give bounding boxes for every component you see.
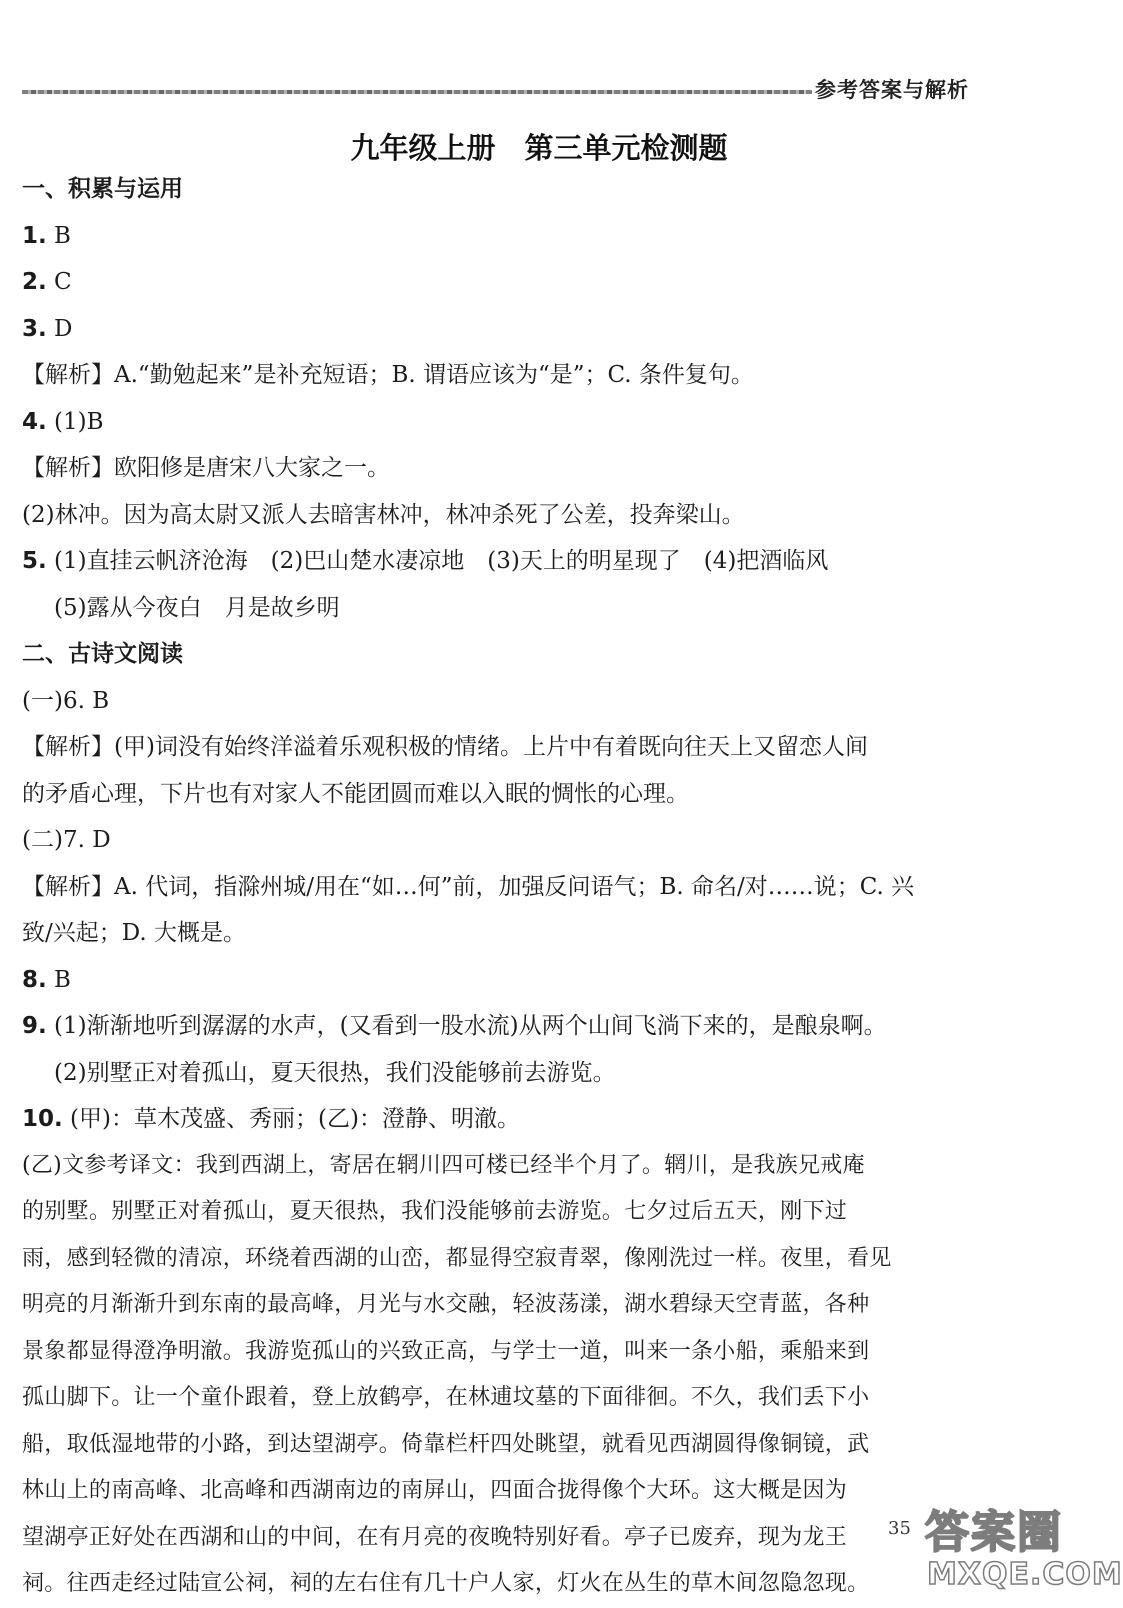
- line-text: 雨，感到轻微的清凉，环绕着西湖的山峦，都显得空寂青翠，像刚洗过一样。夜里，看见: [22, 1245, 892, 1271]
- line-text: (2)林冲。因为高太尉又派人去暗害林冲，林冲杀死了公差，投奔梁山。: [22, 501, 745, 528]
- answer-line: [22, 585, 1052, 632]
- answer-line: [22, 910, 1052, 957]
- watermark-text: 答案圈: [925, 1507, 1063, 1558]
- line-text: B: [46, 966, 71, 993]
- line-text: 祠。往西走经过陆宣公祠，祠的左右住有几十户人家，灯火在丛生的草木间忽隐忽现。: [22, 1571, 870, 1596]
- answer-line: [22, 1096, 1052, 1143]
- question-number: 5.: [22, 548, 47, 574]
- answer-line: [22, 771, 1052, 818]
- line-text: (1)B: [46, 408, 104, 435]
- question-number: 1.: [22, 222, 47, 249]
- answer-line: [22, 1236, 1052, 1283]
- answer-line: [22, 724, 1052, 771]
- answer-line: [22, 213, 1052, 260]
- line-text: (二)7. D: [22, 827, 111, 853]
- line-text: C: [46, 269, 72, 295]
- answer-line: [22, 1422, 1052, 1469]
- header-rule: [22, 90, 812, 94]
- line-text: (乙)文参考译文：我到西湖上，寄居在辋川四可楼已经半个月了。辋川，是我族兄戒庵: [22, 1152, 865, 1178]
- line-text: (1)渐渐地听到潺潺的水声，(又看到一股水流)从两个山间飞淌下来的，是酿泉啊。: [46, 1013, 887, 1039]
- answer-line: [22, 678, 1052, 725]
- header-label: 参考答案与解析: [815, 78, 969, 102]
- line-text: B: [46, 222, 71, 249]
- page-title: 九年级上册 第三单元检测题: [350, 131, 728, 165]
- watermark-logo: [925, 1507, 1123, 1596]
- answer-line: [22, 492, 1052, 539]
- answer-line: [22, 1375, 1052, 1422]
- line-text: 的矛盾心理，下片也有对家人不能团圆而难以入眠的惆怅的心理。: [22, 780, 689, 807]
- question-number: 10.: [22, 1106, 63, 1132]
- line-text: 【解析】(甲)词没有始终洋溢着乐观积极的情绪。上片中有着既向往天上又留恋人间: [22, 734, 868, 760]
- answer-line: [22, 1468, 1052, 1515]
- page-number: 35: [888, 1518, 911, 1539]
- line-text: 孤山脚下。让一个童仆跟着，登上放鹤亭，在林逋坟墓的下面徘徊。不久，我们丢下小: [22, 1385, 870, 1410]
- answer-line: [22, 1189, 1052, 1236]
- answer-line: [22, 1143, 1052, 1190]
- line-text: 林山上的南高峰、北高峰和西湖南边的南屏山，四面合拢得像个大环。这大概是因为: [22, 1478, 848, 1503]
- line-text: (2)别墅正对着孤山，夏天很热，我们没能够前去游览。: [54, 1059, 616, 1086]
- answer-line: [22, 957, 1052, 1004]
- answer-line: [22, 1050, 1052, 1097]
- answer-line: [22, 817, 1052, 864]
- line-text: 景象都显得澄净明澈。我游览孤山的兴致正高，与学士一道，叫来一条小船，乘船来到: [22, 1338, 870, 1364]
- line-text: (1)直挂云帆济沧海 (2)巴山楚水凄凉地 (3)天上的明星现了 (4)把酒临风: [46, 548, 829, 574]
- line-text: 一、积累与运用: [22, 176, 183, 202]
- line-text: 二、古诗文阅读: [22, 641, 183, 667]
- answer-line: [22, 1561, 1052, 1608]
- line-text: D: [46, 315, 73, 342]
- section-heading: [22, 631, 1052, 678]
- question-number: 3.: [22, 315, 47, 342]
- line-text: 明亮的月渐渐升到东南的最高峰，月光与水交融，轻波荡漾，湖水碧绿天空青蓝，各种: [22, 1292, 870, 1317]
- question-number: 2.: [22, 269, 47, 295]
- line-text: 船，取低湿地带的小路，到达望湖亭。倚靠栏杆四处眺望，就看见西湖圆得像铜镜，武: [22, 1431, 870, 1457]
- watermark-url: MXQE.COM: [927, 1557, 1123, 1592]
- line-text: 望湖亭正好处在西湖和山的中间，在有月亮的夜晚特别好看。亭子已废弃，现为龙王: [22, 1524, 848, 1550]
- answer-line: [22, 399, 1052, 446]
- answer-body: [22, 166, 1052, 1608]
- line-text: 【解析】A. 代词，指滁州城/用在“如…何”前，加强反问语气；B. 命名/对……说；C. 兴: [22, 873, 915, 900]
- answer-line: [22, 306, 1052, 353]
- question-number: 8.: [22, 966, 47, 993]
- line-text: (甲)：草木茂盛、秀丽；(乙)：澄静、明澈。: [62, 1106, 520, 1132]
- line-text: 的别墅。别墅正对着孤山，夏天很热，我们没能够前去游览。七夕过后五天，刚下过: [22, 1199, 848, 1224]
- answer-line: [22, 352, 1052, 399]
- answer-line: [22, 864, 1052, 911]
- answer-line: [22, 445, 1052, 492]
- answer-line: [22, 1329, 1052, 1376]
- question-number: 9.: [22, 1013, 47, 1039]
- line-text: 【解析】A.“勤勉起来”是补充短语；B. 谓语应该为“是”；C. 条件复句。: [22, 362, 754, 388]
- answer-line: [22, 538, 1052, 585]
- line-text: (一)6. B: [22, 687, 110, 714]
- section-heading: [22, 166, 1052, 213]
- answer-line: [22, 259, 1052, 306]
- line-text: (5)露从今夜白 月是故乡明: [54, 594, 340, 621]
- answer-line: [22, 1282, 1052, 1329]
- question-number: 4.: [22, 408, 47, 435]
- answer-line: [22, 1003, 1052, 1050]
- line-text: 致/兴起；D. 大概是。: [22, 920, 246, 946]
- line-text: 【解析】欧阳修是唐宋八大家之一。: [22, 455, 390, 481]
